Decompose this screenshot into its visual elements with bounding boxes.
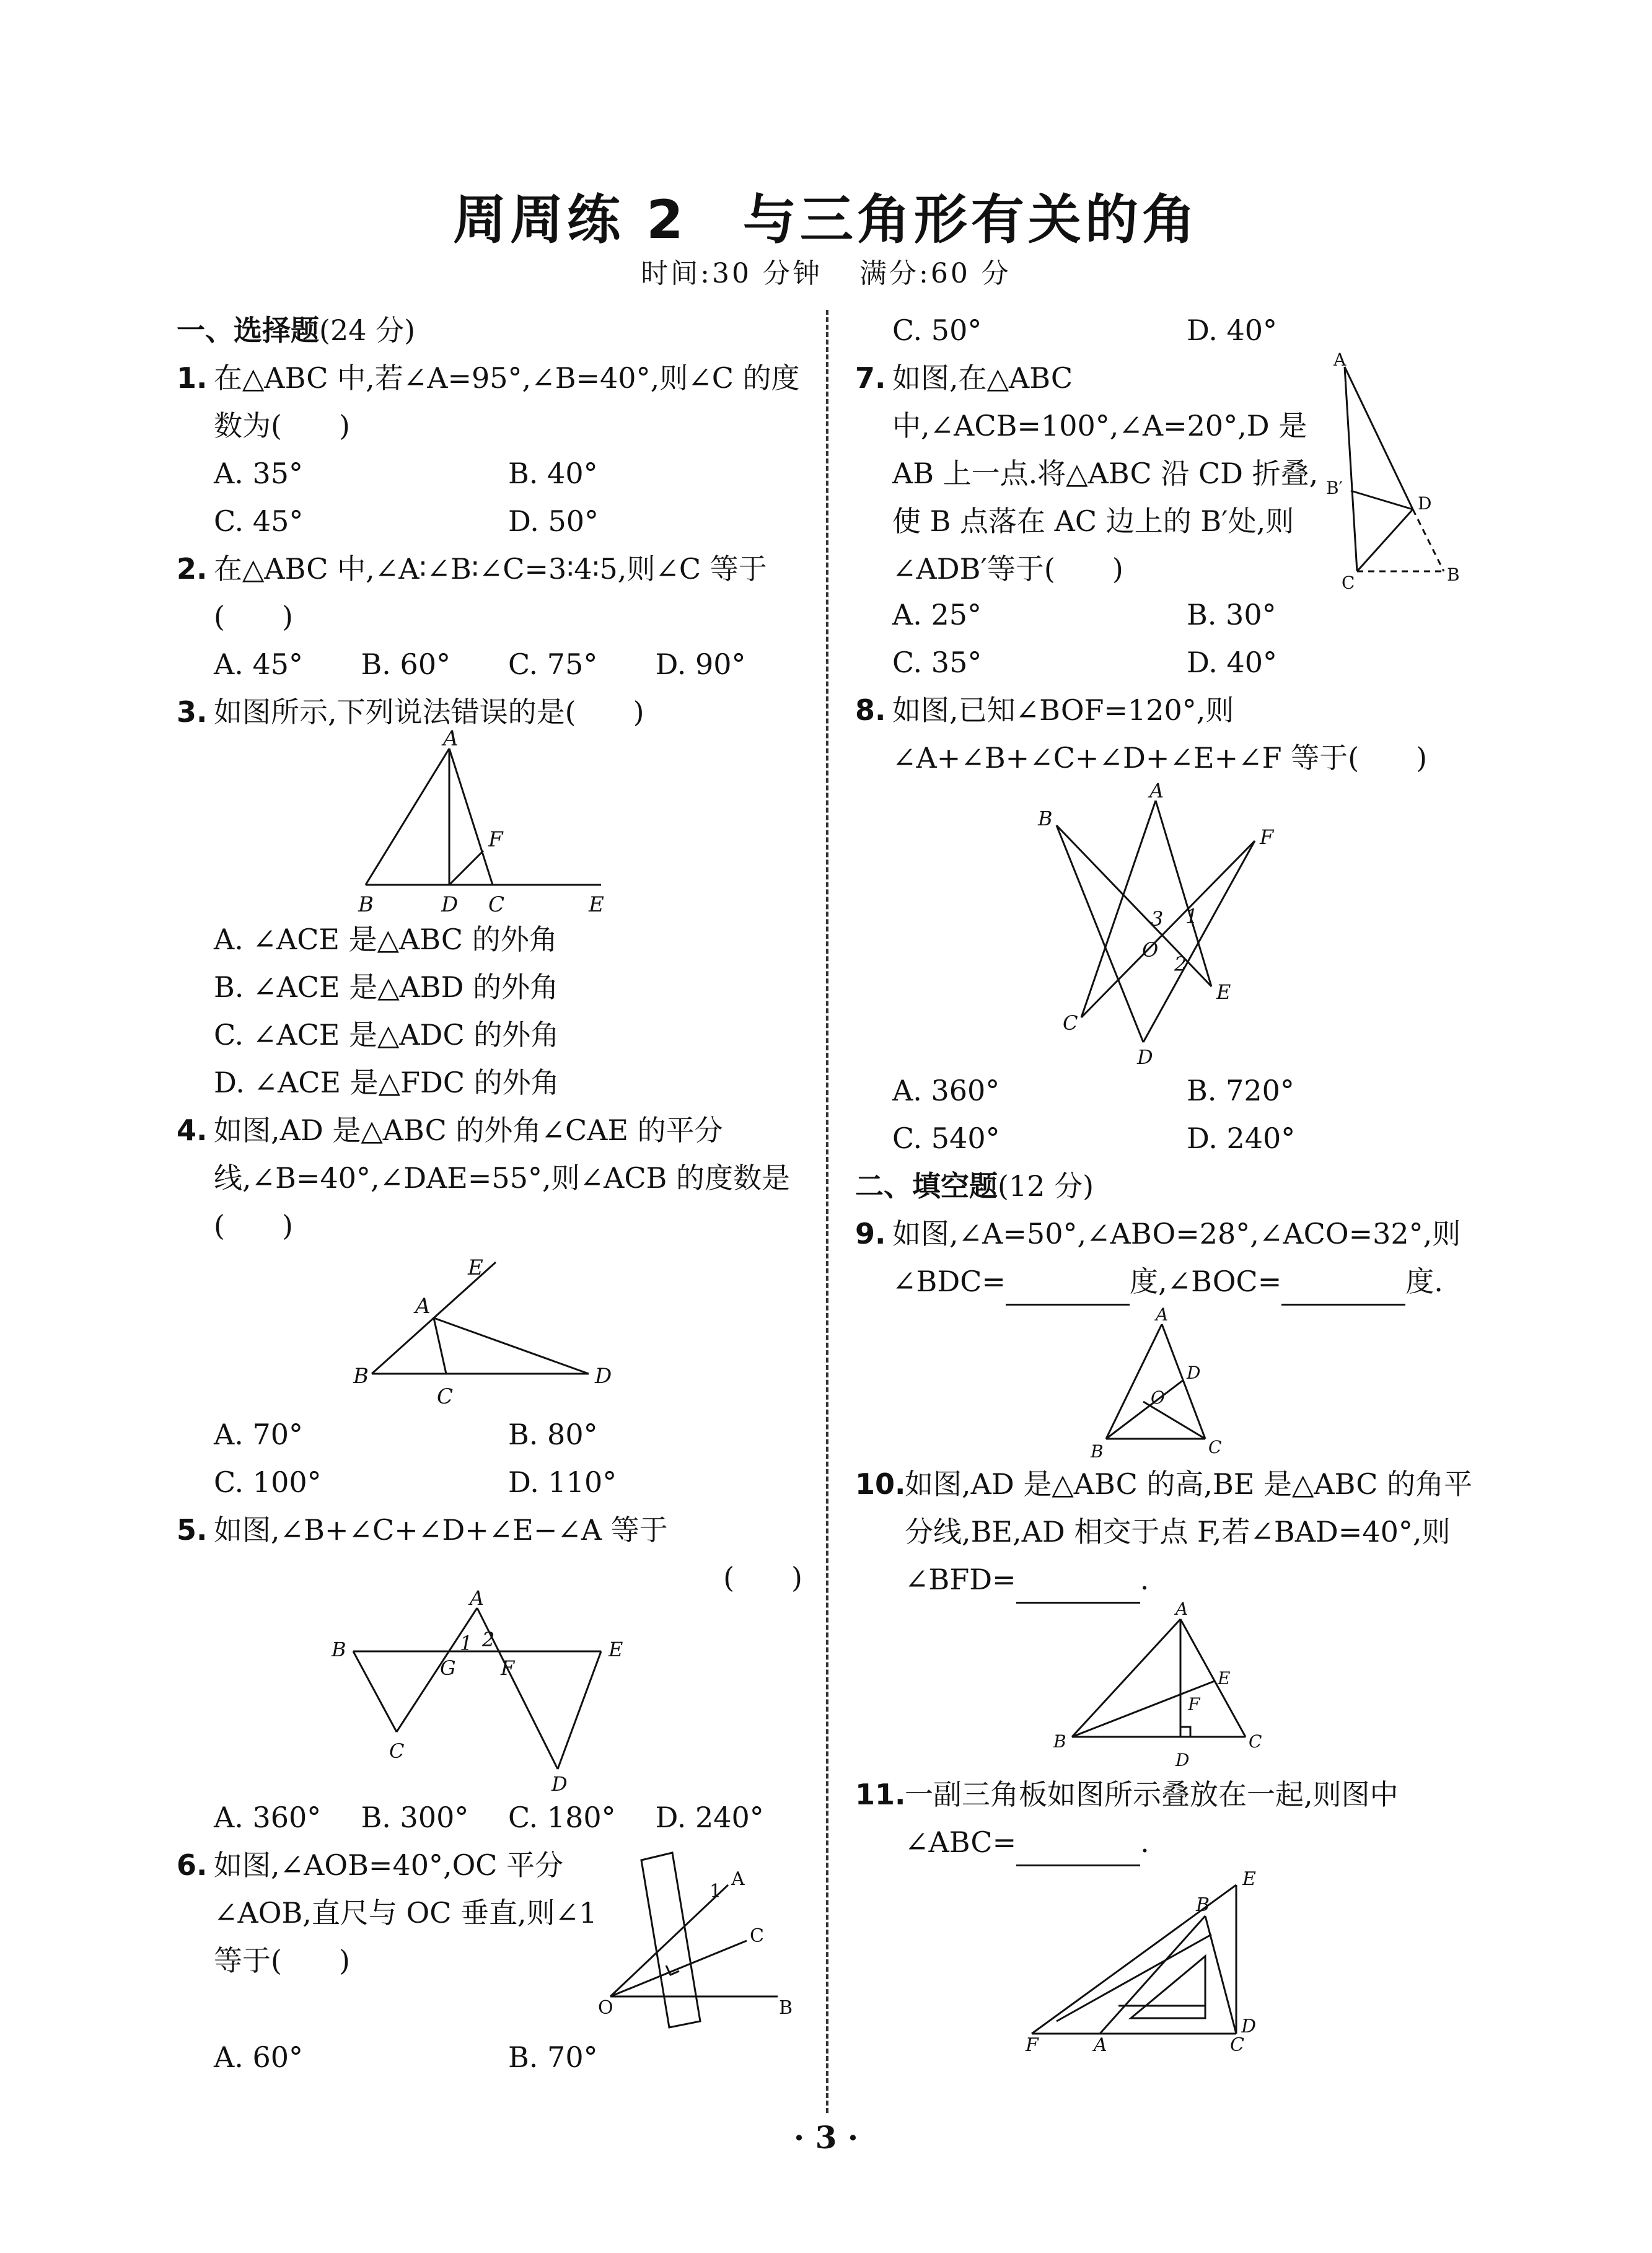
question-number: 3. [177,695,208,729]
option-a[interactable]: A. 35° [214,457,303,490]
option-b[interactable]: B. 30° [1187,598,1276,631]
label-f: F [1260,825,1274,849]
label-d: D [441,892,459,917]
option-d[interactable]: D. 40° [1187,646,1278,679]
label-c: C [1230,2034,1244,2056]
options-6b [855,307,1481,354]
option-b[interactable]: B. 80° [508,1418,598,1451]
options-1b [177,498,802,545]
option-a[interactable]: A. 60° [214,2040,303,2074]
question-text-3: 度. [1405,1265,1443,1298]
label-a: A [470,1586,485,1610]
question-text: 在△ABC 中,∠A∶∠B∶∠C=3∶4∶5,则∠C 等于( ) [214,552,767,633]
label-a: A [443,726,459,751]
title-left: 周周练 2 [453,189,687,251]
options-2 [177,641,802,688]
options-8b [855,1115,1481,1162]
left-column [177,307,802,2081]
question-text: 如图,∠AOB=40°,OC 平分∠AOB,直尺与 OC 垂直,则∠1 等于( ) [214,1848,597,1977]
answer-blank-abc[interactable] [1016,1836,1140,1866]
label-b: B [332,1638,346,1661]
label-b: B [1091,1441,1104,1462]
options-1a [177,450,802,498]
label-e: E [1216,980,1231,1004]
question-text: 一副三角板如图所示叠放在一起,则图中∠ABC= [905,1778,1399,1859]
label-c: C [437,1384,454,1409]
label-a: A [1333,349,1347,370]
question-10 [855,1460,1481,1604]
option-c[interactable]: C. ∠ACE 是△ADC 的外角 [214,1018,560,1052]
full-score: 满分:60 分 [859,258,1011,289]
option-d[interactable]: D. ∠ACE 是△FDC 的外角 [214,1066,560,1099]
label-e: E [1242,1868,1256,1890]
label-a: A [1175,1599,1188,1619]
figure-q7 [1326,349,1469,593]
label-a: A [1149,779,1164,802]
label-d: D [1418,493,1432,514]
option-c[interactable]: C. 50° [892,314,982,347]
title-right: 与三角形有关的角 [742,189,1199,251]
page-title [0,177,1652,253]
question-text-end: . [1140,1563,1149,1596]
answer-paren[interactable]: ( ) [723,1561,802,1594]
option-b[interactable]: B. 70° [508,2040,598,2074]
question-number: 9. [855,1217,886,1250]
option-c[interactable]: C. 180° [508,1801,616,1834]
label-o: O [1151,1387,1165,1408]
option-b[interactable]: B. 300° [361,1801,469,1834]
label-a: A [1094,2034,1107,2056]
question-3 [177,688,802,736]
label-3: 3 [1151,907,1164,931]
question-text: 如图,在△ABC 中,∠ACB=100°,∠A=20°,D 是 AB 上一点.将△ABC 沿 CD 折叠,使 B 点落在 AC 边上的 B′处,则∠ADB′等于( ) [892,361,1319,586]
option-c[interactable]: C. 75° [508,648,598,681]
label-c: C [1249,1731,1262,1752]
option-c[interactable]: C. 35° [892,646,982,679]
question-number: 5. [177,1513,208,1547]
label-f: F [1188,1694,1200,1715]
label-d: D [1175,1750,1190,1770]
option-b[interactable]: B. 60° [361,648,451,681]
label-e: E [609,1638,623,1661]
label-c: C [389,1739,405,1763]
figure-q6 [598,1842,796,2027]
options-4b [177,1459,802,1506]
option-a[interactable]: A. 45° [214,648,303,681]
label-f: F [1026,2034,1039,2056]
question-number: 8. [855,693,886,727]
answer-blank-bfd[interactable] [1016,1573,1140,1604]
label-g: G [440,1656,456,1680]
question-text: 如图,AD 是△ABC 的外角∠CAE 的平分线,∠B=40°,∠DAE=55°,则∠ACB 的度数是( ) [214,1113,790,1242]
label-f: F [488,827,503,852]
option-b[interactable]: B. 720° [1187,1074,1294,1107]
section-1-heading: 一、选择题(24 分) [177,314,416,347]
figure-q4 [341,1250,638,1411]
label-a: A [1156,1304,1169,1325]
question-1 [177,354,802,450]
label-a: A [415,1294,431,1319]
label-c: C [1063,1011,1078,1035]
label-b: B [779,1997,793,2019]
answer-blank-boc[interactable] [1281,1275,1405,1306]
label-d: D [1187,1363,1201,1383]
label-f: F [501,1656,515,1680]
label-o: O [1142,938,1159,962]
question-5 [177,1506,802,1554]
options-7b [855,639,1481,687]
label-d: D [1137,1045,1153,1069]
label-e: E [468,1255,483,1280]
figure-q5 [328,1586,651,1796]
option-d[interactable]: D. 90° [655,648,746,681]
label-d: D [1241,2016,1257,2037]
option-c[interactable]: C. 100° [214,1465,322,1499]
label-d: D [551,1772,568,1796]
option-b[interactable]: B. 40° [508,457,598,490]
label-c: C [750,1925,764,1947]
question-text: 如图所示,下列说法错误的是( ) [214,695,644,729]
page-number: · 3 · [793,2119,859,2156]
time-limit: 时间:30 分钟 [641,258,822,289]
question-8 [855,687,1481,782]
question-9 [855,1210,1481,1306]
figure-q11 [1019,1866,1317,2056]
label-d: D [595,1364,612,1389]
option-a[interactable]: A. 360° [214,1801,322,1834]
label-1: 1 [460,1632,473,1655]
label-2: 2 [482,1628,495,1651]
question-11 [855,1771,1481,1866]
question-number: 10. [855,1467,906,1501]
options-5 [177,1794,802,1842]
label-c: C [1208,1437,1222,1457]
question-number: 11. [855,1778,906,1811]
subtitle [0,251,1652,291]
label-a: A [731,1868,745,1890]
question-7 [855,354,1345,593]
label-b: B [1038,807,1053,830]
label-b: B [358,892,374,917]
question-number: 6. [177,1848,208,1882]
options-8a [855,1067,1481,1115]
option-c[interactable]: C. 45° [214,504,304,538]
label-2: 2 [1174,952,1187,976]
question-text: 如图,AD 是△ABC 的高,BE 是△ABC 的角平分线,BE,AD 相交于点 F,若∠BAD=40°,则∠BFD= [905,1467,1473,1596]
column-divider [826,310,828,2113]
label-b: B [1447,564,1460,585]
option-a[interactable]: A. ∠ACE 是△ABC 的外角 [214,923,558,956]
label-b: B [353,1364,369,1389]
option-a[interactable]: A. 360° [892,1074,1000,1107]
label-1: 1 [710,1881,722,1902]
option-a[interactable]: A. 70° [214,1418,303,1451]
label-c: C [1342,573,1355,593]
figure-q8 [1013,779,1323,1069]
label-c: C [488,892,505,917]
question-text-end: . [1140,1825,1149,1859]
question-text: 如图,∠A=50°,∠ABO=28°,∠ACO=32°,则∠BDC= [892,1217,1461,1298]
options-6a [177,2034,802,2081]
label-o: O [598,1997,613,2019]
question-text: 如图,∠B+∠C+∠D+∠E−∠A 等于 [214,1513,668,1547]
question-6-block [177,1842,802,2034]
option-d[interactable]: D. 240° [655,1801,764,1834]
answer-blank-bdc[interactable] [1006,1275,1130,1306]
question-7-block [855,349,1481,593]
option-c[interactable]: C. 540° [892,1122,1000,1155]
options-7a [855,591,1481,639]
option-d[interactable]: D. 240° [1187,1122,1296,1155]
label-e: E [589,892,604,917]
question-4 [177,1107,802,1250]
question-number: 1. [177,361,208,395]
option-d[interactable]: D. 110° [508,1465,617,1499]
option-d[interactable]: D. 50° [508,504,599,538]
option-b[interactable]: B. ∠ACE 是△ABD 的外角 [214,970,559,1004]
label-b: B [1196,1894,1210,1916]
right-column [855,307,1481,2056]
label-b-prime: B′ [1326,478,1343,498]
options-4a [177,1411,802,1459]
question-text: 在△ABC 中,若∠A=95°,∠B=40°,则∠C 的度数为( ) [214,361,800,442]
option-a[interactable]: A. 25° [892,598,982,631]
question-number: 7. [855,361,886,395]
label-1: 1 [1185,905,1198,928]
question-number: 4. [177,1113,208,1147]
question-6 [177,1842,610,1985]
question-text: 如图,已知∠BOF=120°,则∠A+∠B+∠C+∠D+∠E+∠F 等于( ) [892,693,1428,775]
figure-q9 [1081,1306,1255,1460]
label-b: B [1053,1731,1066,1752]
option-d[interactable]: D. 40° [1187,314,1278,347]
question-2 [177,545,802,641]
label-e: E [1218,1668,1231,1689]
question-5-paren [177,1554,802,1602]
question-number: 2. [177,552,208,586]
figure-q3 [341,726,638,917]
section-2-heading: 二、填空题(12 分) [855,1169,1094,1203]
figure-q10 [1038,1599,1298,1771]
question-text-2: 度,∠BOC= [1129,1265,1282,1298]
